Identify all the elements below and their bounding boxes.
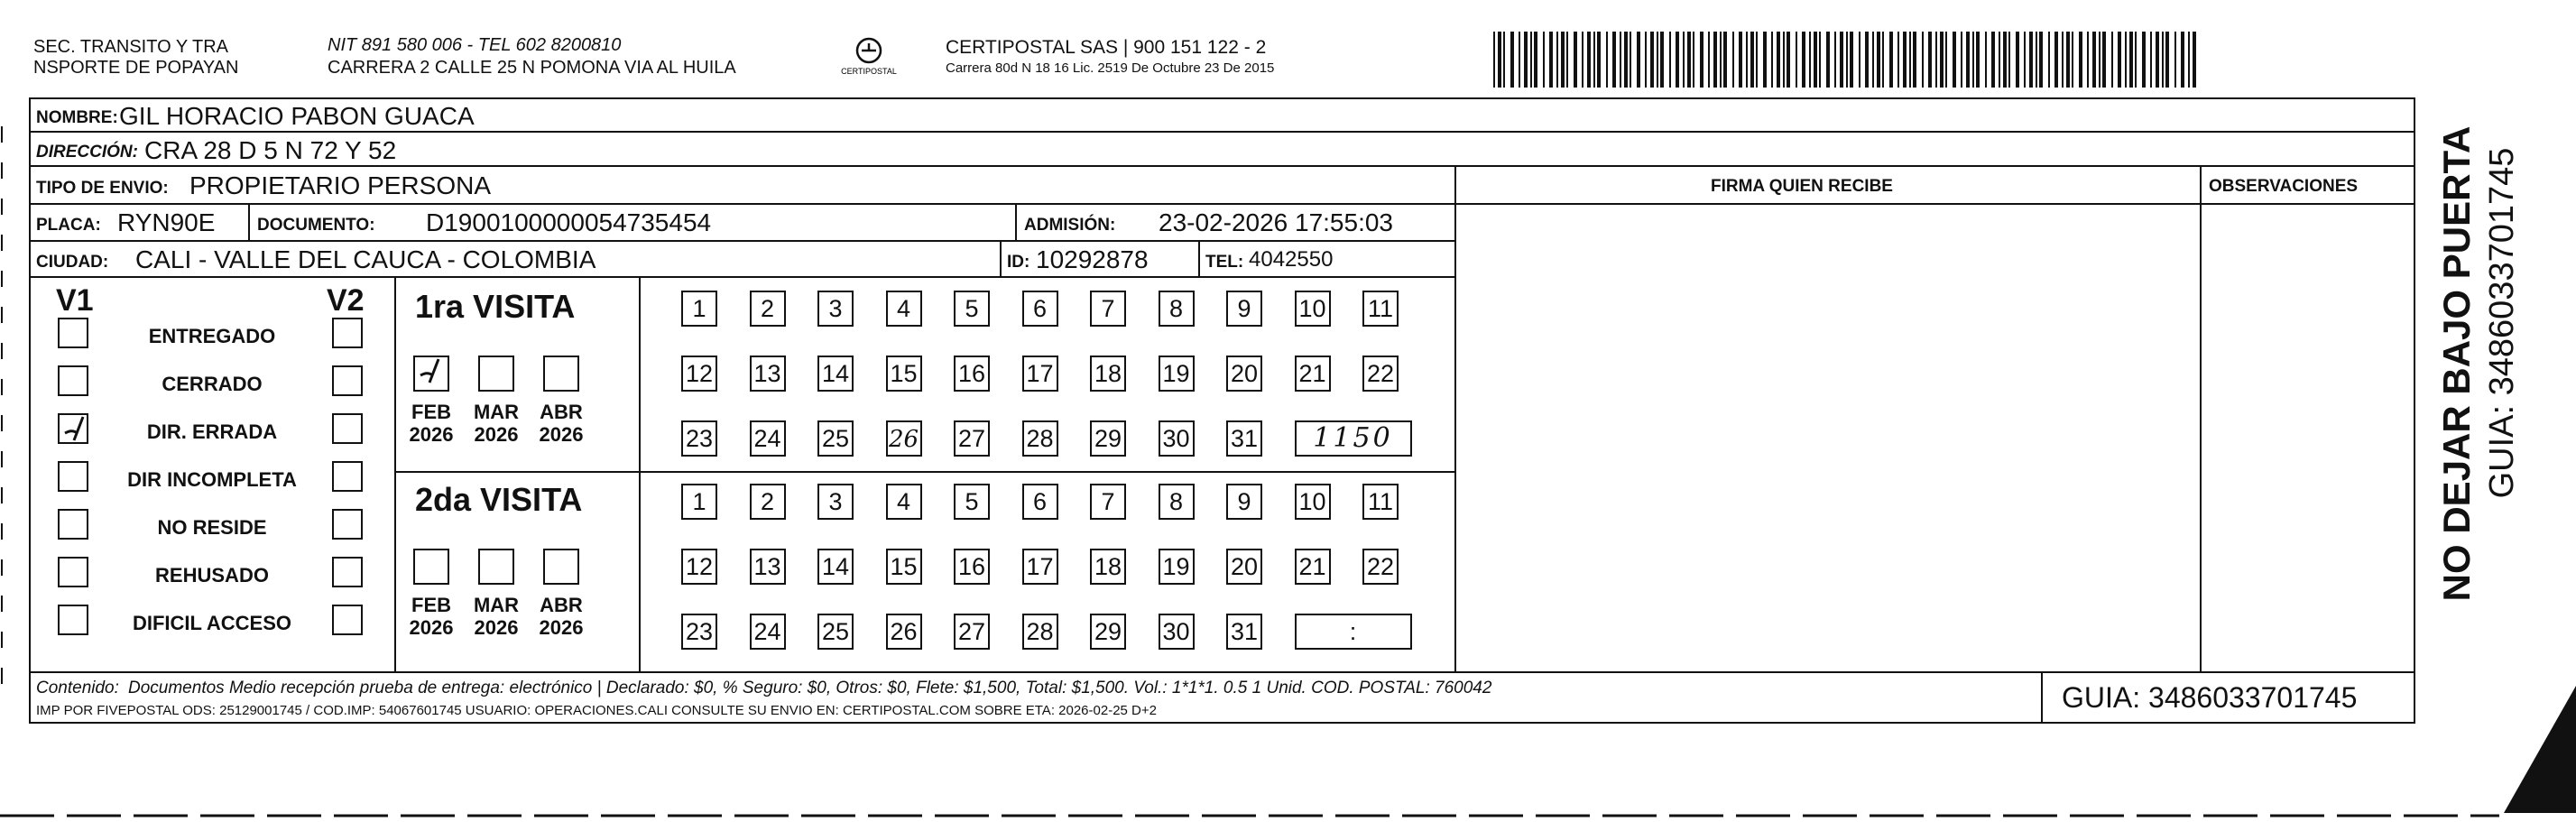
tel-label: TEL: [1205, 253, 1244, 272]
v1-checkbox[interactable] [58, 605, 88, 635]
id-value: 10292878 [1036, 245, 1149, 273]
day-box[interactable]: 12 [681, 356, 717, 392]
day-box[interactable]: 16 [954, 549, 990, 585]
sender-line-2: NSPORTE DE POPAYAN [33, 58, 239, 78]
day-box[interactable]: 24 [750, 614, 786, 650]
day-box[interactable]: 3 [817, 484, 854, 520]
day-box[interactable]: 7 [1090, 291, 1126, 327]
day-box[interactable]: 14 [817, 549, 854, 585]
day-box[interactable]: 28 [1022, 420, 1058, 457]
day-box[interactable]: 21 [1295, 549, 1331, 585]
v2-checkbox[interactable] [332, 365, 363, 396]
placa-value: RYN90E [117, 208, 216, 236]
observaciones-header: OBSERVACIONES [2209, 177, 2359, 196]
documento-value: D1900100000054735454 [426, 208, 712, 236]
barcode-icon [1493, 32, 2202, 88]
sender-line-1: SEC. TRANSITO Y TRA [33, 37, 228, 57]
v1-checkbox[interactable] [58, 557, 88, 587]
day-box[interactable]: 13 [750, 356, 786, 392]
day-box[interactable]: 31 [1226, 420, 1262, 457]
month-checkbox[interactable] [478, 549, 514, 585]
tel-value: 4042550 [1249, 247, 1334, 272]
month-name: ABR [540, 594, 583, 616]
day-box[interactable]: 18 [1090, 356, 1126, 392]
day-box[interactable]: 2 [750, 291, 786, 327]
nombre-label: NOMBRE: [36, 108, 118, 127]
month-label [534, 594, 588, 640]
day-box[interactable]: 26 [886, 420, 922, 457]
day-box[interactable]: 22 [1362, 356, 1399, 392]
month-label [404, 401, 458, 447]
day-box[interactable]: 19 [1159, 549, 1195, 585]
v2-checkbox[interactable] [332, 413, 363, 444]
day-box[interactable]: 14 [817, 356, 854, 392]
day-box[interactable]: 4 [886, 291, 922, 327]
tipo-label: TIPO DE ENVIO: [36, 179, 169, 198]
day-box[interactable]: 29 [1090, 614, 1126, 650]
v1-checkbox[interactable] [58, 509, 88, 540]
v1-checkbox[interactable] [58, 318, 88, 348]
ciudad-label: CIUDAD: [36, 253, 109, 272]
month-name: MAR [473, 594, 520, 616]
tipo-value: PROPIETARIO PERSONA [189, 171, 491, 199]
day-box[interactable]: 30 [1159, 420, 1195, 457]
left-edge-marks [0, 126, 5, 686]
placa-label: PLACA: [36, 216, 101, 235]
v1-checkbox[interactable] [58, 413, 88, 444]
month-year: 2026 [409, 423, 454, 447]
day-box[interactable]: 25 [817, 614, 854, 650]
day-box[interactable]: 6 [1022, 484, 1058, 520]
day-box[interactable]: 29 [1090, 420, 1126, 457]
day-box[interactable]: 9 [1226, 484, 1262, 520]
ciudad-value: CALI - VALLE DEL CAUCA - COLOMBIA [135, 245, 596, 273]
direccion-value: CRA 28 D 5 N 72 Y 52 [144, 136, 397, 164]
day-box[interactable]: 1 [681, 484, 717, 520]
day-box[interactable]: 8 [1159, 291, 1195, 327]
day-box[interactable]: 24 [750, 420, 786, 457]
license-line: Carrera 80d N 18 16 Lic. 2519 De Octubre 23 De 2015 [946, 60, 1275, 76]
status-label: DIFICIL ACCESO [132, 612, 291, 634]
month-checkbox[interactable] [543, 549, 579, 585]
sender-address: CARRERA 2 CALLE 25 N POMONA VIA AL HUILA [328, 58, 736, 78]
day-box[interactable]: 11 [1362, 291, 1399, 327]
logo-text: CERTIPOSTAL [841, 67, 897, 76]
day-box[interactable]: 30 [1159, 614, 1195, 650]
day-box[interactable]: 20 [1226, 356, 1262, 392]
month-checkbox[interactable] [413, 549, 449, 585]
day-box[interactable]: 16 [954, 356, 990, 392]
day-box[interactable]: 7 [1090, 484, 1126, 520]
contenido-label: Contenido: [36, 679, 119, 697]
day-box[interactable]: 28 [1022, 614, 1058, 650]
day-box[interactable]: 15 [886, 356, 922, 392]
day-box[interactable]: 31 [1226, 614, 1262, 650]
nombre-value: GIL HORACIO PABON GUACA [119, 102, 475, 130]
second-visit-title: 2da VISITA [415, 481, 583, 518]
v2-checkbox[interactable] [332, 605, 363, 635]
v2-checkbox[interactable] [332, 318, 363, 348]
v2-checkbox[interactable] [332, 509, 363, 540]
day-box[interactable]: 27 [954, 614, 990, 650]
status-label: DIR INCOMPLETA [127, 468, 297, 491]
day-box[interactable]: 25 [817, 420, 854, 457]
day-box[interactable]: 9 [1226, 291, 1262, 327]
day-box[interactable]: 19 [1159, 356, 1195, 392]
time-box[interactable]: : [1295, 614, 1412, 650]
day-box[interactable]: 23 [681, 420, 717, 457]
month-name: MAR [473, 401, 520, 423]
documento-label: DOCUMENTO: [257, 216, 375, 235]
v1-label: V1 [56, 283, 94, 318]
status-label: CERRADO [162, 373, 263, 395]
month-name: FEB [411, 594, 451, 616]
month-year: 2026 [539, 423, 584, 447]
day-box[interactable]: 27 [954, 420, 990, 457]
admision-value: 23-02-2026 17:55:03 [1159, 208, 1393, 236]
v1-checkbox[interactable] [58, 365, 88, 396]
day-box[interactable]: 10 [1295, 291, 1331, 327]
month-checkbox[interactable] [413, 356, 449, 392]
v2-checkbox[interactable] [332, 557, 363, 587]
day-box[interactable]: 11 [1362, 484, 1399, 520]
status-label: REHUSADO [155, 564, 269, 586]
day-box[interactable]: 5 [954, 484, 990, 520]
admision-label: ADMISIÓN: [1024, 216, 1116, 235]
day-box[interactable]: 5 [954, 291, 990, 327]
day-box[interactable]: 6 [1022, 291, 1058, 327]
certipostal-logo-icon [830, 34, 908, 79]
sender-nit: NIT 891 580 006 - TEL 602 8200810 [328, 35, 622, 55]
first-visit-title: 1ra VISITA [415, 288, 576, 325]
day-box[interactable]: 4 [886, 484, 922, 520]
day-box[interactable]: 17 [1022, 549, 1058, 585]
month-checkbox[interactable] [543, 356, 579, 392]
guia-vertical: GUIA: 3486033701745 [2483, 147, 2521, 499]
imp-text: IMP POR FIVEPOSTAL ODS: 25129001745 / COD.IMP: 54067601745 USUARIO: OPERACIONES.CALI CONSULTE SU ENVIO EN: CERTIPOSTAL.COM SOBRE ETA: 2026-02-25 D+2 [36, 703, 1157, 718]
month-year: 2026 [474, 423, 519, 447]
bottom-edge-marks [0, 806, 2576, 809]
v2-checkbox[interactable] [332, 461, 363, 492]
status-label: NO RESIDE [157, 516, 267, 539]
firma-header: FIRMA QUIEN RECIBE [1711, 177, 1893, 196]
day-box[interactable]: 20 [1226, 549, 1262, 585]
id-label: ID: [1007, 253, 1030, 272]
month-label [469, 401, 523, 447]
month-name: ABR [540, 401, 583, 423]
guia-box-text: GUIA: 3486033701745 [2062, 681, 2358, 714]
day-box[interactable]: 13 [750, 549, 786, 585]
month-year: 2026 [409, 616, 454, 640]
v1-checkbox[interactable] [58, 461, 88, 492]
month-year: 2026 [474, 616, 519, 640]
no-dejar-bajo-puerta: NO DEJAR BAJO PUERTA [2435, 125, 2478, 602]
day-box[interactable]: 21 [1295, 356, 1331, 392]
direccion-label: DIRECCIÓN: [36, 143, 138, 162]
day-box[interactable]: 18 [1090, 549, 1126, 585]
day-box[interactable]: 3 [817, 291, 854, 327]
month-year: 2026 [539, 616, 584, 640]
month-label [469, 594, 523, 640]
day-box[interactable]: 8 [1159, 484, 1195, 520]
month-label [534, 401, 588, 447]
v2-label: V2 [327, 283, 365, 318]
corner-mark [2504, 686, 2576, 813]
day-box[interactable]: 15 [886, 549, 922, 585]
month-label [404, 594, 458, 640]
month-checkbox[interactable] [478, 356, 514, 392]
month-name: FEB [411, 401, 451, 423]
day-box[interactable]: 2 [750, 484, 786, 520]
time-box[interactable]: 1150 [1295, 420, 1412, 457]
day-box[interactable]: 1 [681, 291, 717, 327]
day-box[interactable]: 26 [886, 614, 922, 650]
status-label: ENTREGADO [148, 325, 276, 347]
company-line: CERTIPOSTAL SAS | 900 151 122 - 2 [946, 37, 1267, 58]
contenido-text: Documentos Medio recepción prueba de entrega: electrónico | Declarado: $0, % Seguro: $0, Otros: $0, Flete: $1,500, Total: $1,500. Vol.: 1*1*1. 0.5 1 Unid. COD. POSTAL: 760042 [128, 679, 1492, 697]
day-box[interactable]: 10 [1295, 484, 1331, 520]
side-guia [2477, 88, 2531, 639]
day-box[interactable]: 12 [681, 549, 717, 585]
status-label: DIR. ERRADA [146, 420, 278, 443]
day-box[interactable]: 22 [1362, 549, 1399, 585]
day-box[interactable]: 23 [681, 614, 717, 650]
day-box[interactable]: 17 [1022, 356, 1058, 392]
